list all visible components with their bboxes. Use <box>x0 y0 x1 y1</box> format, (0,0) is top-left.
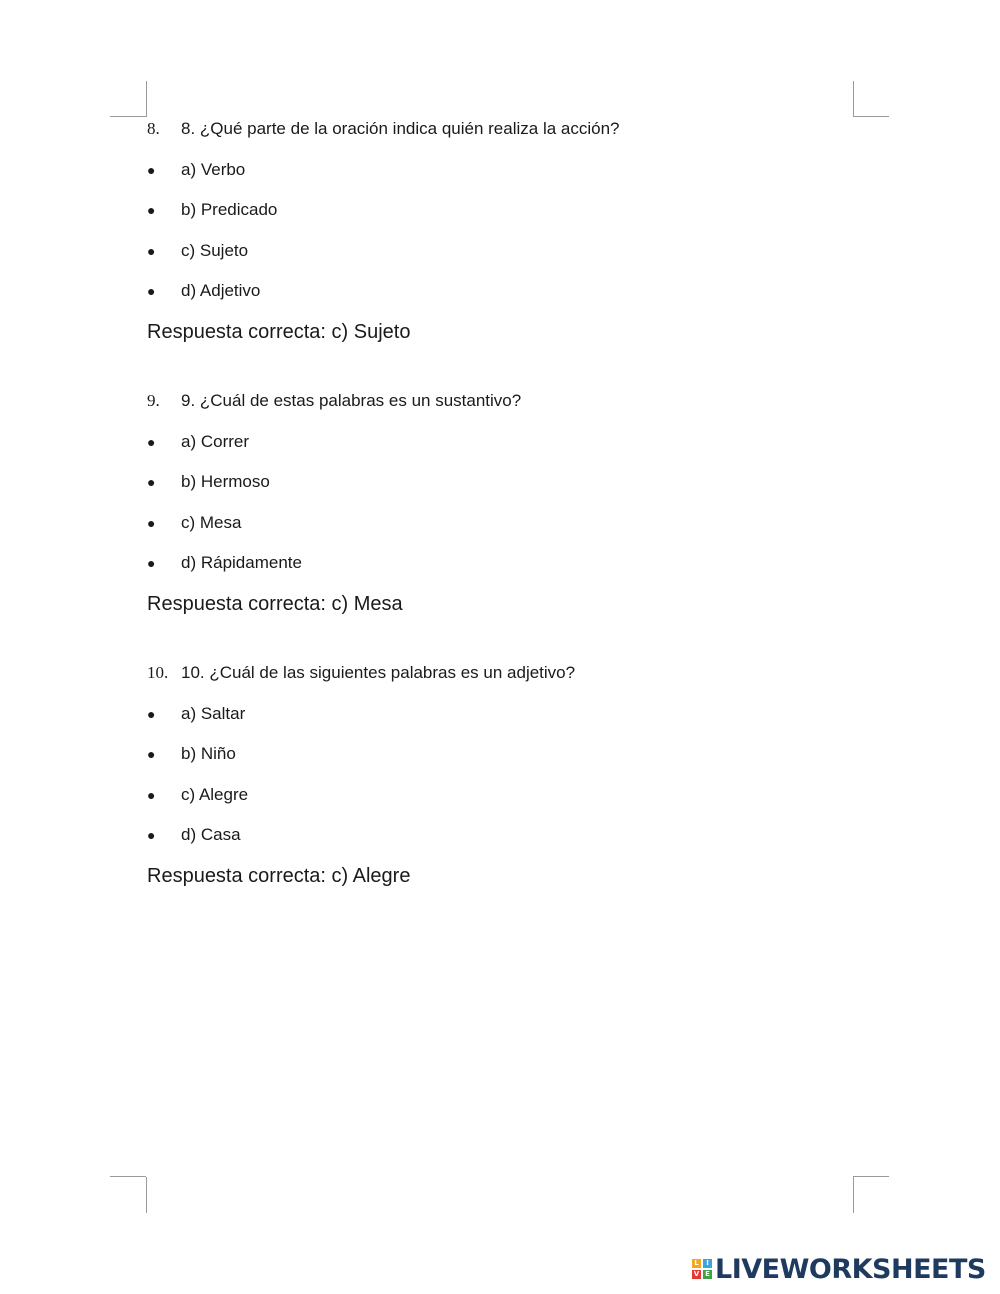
option-b[interactable] <box>147 470 867 494</box>
option-text: c) Mesa <box>181 512 242 532</box>
bullet-icon: ● <box>147 555 156 571</box>
bullet-icon: ● <box>147 474 156 490</box>
crop-mark-bottom-left-h <box>110 1176 146 1177</box>
question-number: 9. <box>147 391 160 410</box>
bullet-icon: ● <box>147 705 156 722</box>
logo-text: LIVEWORKSHEETS <box>715 1253 986 1285</box>
option-d[interactable] <box>147 823 867 847</box>
option-text: d) Adjetivo <box>181 281 261 300</box>
option-text: c) Sujeto <box>181 240 249 260</box>
correct-answer: Respuesta correcta: c) Mesa <box>147 593 403 615</box>
option-text: d) Casa <box>181 825 241 844</box>
liveworksheets-logo[interactable] <box>692 1253 986 1285</box>
option-text: d) Rápidamente <box>181 553 302 572</box>
option-c[interactable] <box>147 783 867 807</box>
option-c[interactable] <box>147 239 867 263</box>
option-a[interactable] <box>147 158 867 182</box>
bullet-icon: ● <box>147 433 156 450</box>
option-d[interactable] <box>147 279 867 303</box>
bullet-icon: ● <box>147 786 156 803</box>
crop-mark-bottom-left-v <box>146 1177 147 1213</box>
question-number: 10. <box>147 663 169 682</box>
question-line <box>147 117 867 141</box>
option-text: b) Hermoso <box>181 472 270 491</box>
option-text: a) Correr <box>181 431 250 451</box>
question-9 <box>147 389 867 617</box>
question-line <box>147 389 867 413</box>
option-b[interactable] <box>147 742 867 766</box>
crop-mark-top-right-v <box>853 81 854 117</box>
logo-mark-letter: V <box>693 1270 700 1278</box>
liveworksheets-logo-icon <box>692 1259 712 1279</box>
bullet-icon: ● <box>147 242 156 259</box>
correct-answer: Respuesta correcta: c) Alegre <box>147 865 411 887</box>
bullet-icon: ● <box>147 161 156 178</box>
logo-mark-letter: E <box>703 1270 712 1279</box>
option-text: b) Predicado <box>181 200 278 219</box>
bullet-icon: ● <box>147 283 156 299</box>
option-text: c) Alegre <box>181 784 249 804</box>
option-a[interactable] <box>147 702 867 726</box>
crop-mark-bottom-right-h <box>853 1176 889 1177</box>
correct-answer: Respuesta correcta: c) Sujeto <box>147 321 411 343</box>
crop-mark-top-left-v <box>146 81 147 117</box>
question-text: 8. ¿Qué parte de la oración indica quién realiza la acción? <box>181 119 620 138</box>
question-text: 9. ¿Cuál de estas palabras es un sustantivo? <box>181 391 522 410</box>
question-10 <box>147 661 867 889</box>
question-8 <box>147 117 867 345</box>
question-number: 8. <box>147 119 160 138</box>
option-a[interactable] <box>147 430 867 454</box>
question-line <box>147 661 867 685</box>
bullet-icon: ● <box>147 827 156 843</box>
option-text: a) Saltar <box>181 703 246 723</box>
option-b[interactable] <box>147 198 867 222</box>
option-d[interactable] <box>147 551 867 575</box>
bullet-icon: ● <box>147 202 156 218</box>
bullet-icon: ● <box>147 746 156 762</box>
question-text: 10. ¿Cuál de las siguientes palabras es un adjetivo? <box>181 663 576 682</box>
logo-mark-letter: I <box>703 1259 712 1268</box>
crop-mark-top-left-h <box>110 116 146 117</box>
logo-mark-letter: L <box>692 1259 701 1268</box>
option-text: b) Niño <box>181 744 236 763</box>
option-c[interactable] <box>147 511 867 535</box>
crop-mark-bottom-right-v <box>853 1177 854 1213</box>
bullet-icon: ● <box>147 514 156 531</box>
option-text: a) Verbo <box>181 159 246 179</box>
